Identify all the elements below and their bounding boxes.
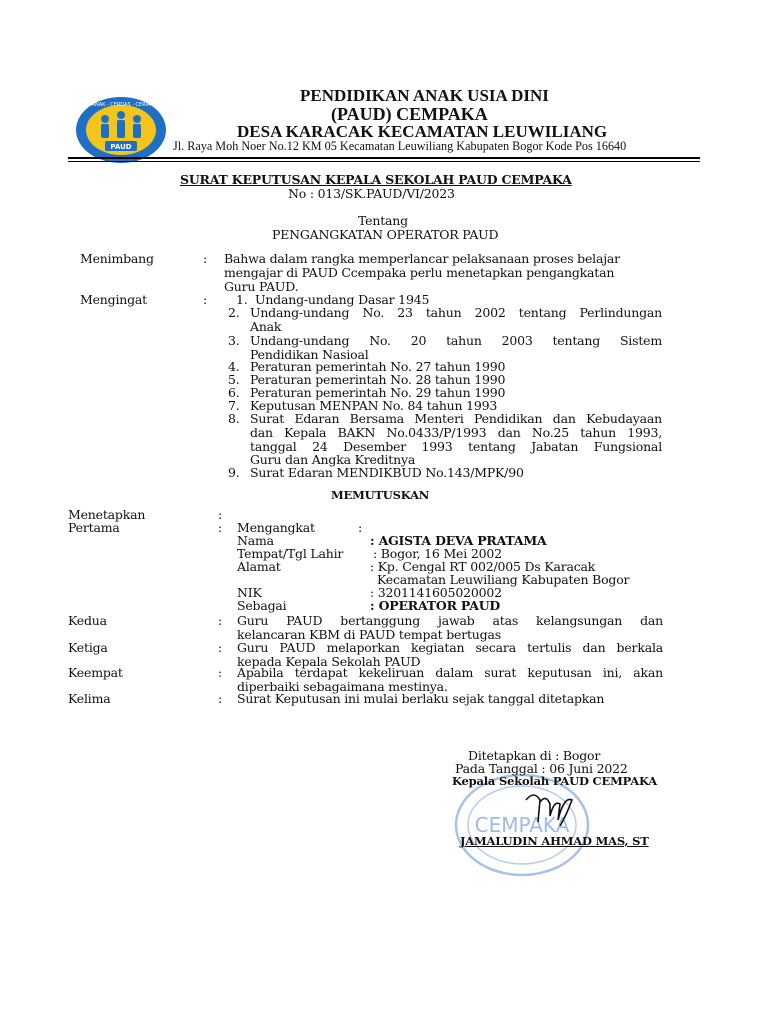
ketiga-colon: : [218,640,223,655]
stamp-text: CEMPAKA [474,813,570,837]
signature-name: JAMALUDIN AHMAD MAS, ST [460,834,649,848]
kedua-line1: Guru PAUD bertanggung jawab atas kelangsungan dan [237,613,663,628]
nik-label: NIK [237,585,262,600]
signature-place: Ditetapkan di : Bogor [468,748,601,763]
paud-logo [75,95,167,165]
alamat-label: Alamat [237,559,281,574]
alamat-value-line1: : Kp. Cengal RT 002/005 Ds Karacak [370,559,596,574]
header-line3: DESA KARACAK KECAMATAN LEUWILIANG [237,122,608,141]
decree-number: No : 013/SK.PAUD/VI/2023 [288,186,455,201]
ketiga-line1: Guru PAUD melaporkan kegiatan secara tertulis dan berkala [237,640,663,655]
decree-title: SURAT KEPUTUSAN KEPALA SEKOLAH PAUD CEMPAKA [180,172,572,187]
mengingat-num: 8. [228,411,240,426]
mengingat-text: Surat Edaran Bersama Menteri Pendidikan dan Kebudayaan [250,411,662,426]
signature-position: Kepala Sekolah PAUD CEMPAKA [452,774,657,788]
keempat-line1: Apabila terdapat kekeliruan dalam surat keputusan ini, akan [237,665,663,680]
decree-subject: PENGANGKATAN OPERATOR PAUD [272,227,499,242]
mengingat-label: Mengingat [80,292,147,307]
mengingat-text: tanggal 24 Desember 1993 tentang Jabatan Fungsional [250,439,662,454]
kelima-line1: Surat Keputusan ini mulai berlaku sejak tanggal ditetapkan [237,691,605,706]
ketiga-line2: kepada Kepala Sekolah PAUD [237,654,421,669]
nik-value: : 3201141605020002 [370,585,502,600]
pertama-label: Pertama [68,520,120,535]
ttl-label: Tempat/Tgl Lahir [237,546,344,561]
mengingat-num: 9. [228,465,240,480]
logo-motto-text: ANAK · CERDAS · CERIA [91,102,151,108]
menetapkan-colon: : [218,507,223,522]
pertama-intro-colon: : [358,520,363,535]
kelima-label: Kelima [68,691,111,706]
mengingat-text: Peraturan pemerintah No. 28 tahun 1990 [250,372,506,387]
mengingat-text: Undang-undang No. 23 tahun 2002 tentang Perlindungan [250,305,662,320]
mengingat-text: Guru dan Angka Kreditnya [250,452,416,467]
ketiga-label: Ketiga [68,640,108,655]
keempat-line2: diperbaiki sebagaimana mestinya. [237,679,448,694]
kedua-label: Kedua [68,613,107,628]
memutuskan-heading: MEMUTUSKAN [331,488,430,502]
mengingat-colon: : [203,292,208,307]
menimbang-line1: Bahwa dalam rangka memperlancar pelaksanaan proses belajar [224,251,620,266]
mengingat-text: Surat Edaran MENDIKBUD No.143/MPK/90 [250,465,524,480]
pertama-colon: : [218,520,223,535]
mengingat-text: Undang-undang No. 20 tahun 2003 tentang Sistem [250,333,662,348]
tentang-label: Tentang [358,213,408,228]
signature-date: Pada Tanggal : 06 Juni 2022 [455,761,628,776]
header-line1: PENDIDIKAN ANAK USIA DINI [300,86,549,105]
menimbang-label: Menimbang [80,251,154,266]
menetapkan-label: Menetapkan [68,507,146,522]
pertama-intro: Mengangkat [237,520,315,535]
alamat-value-line2: Kecamatan Leuwiliang Kabupaten Bogor [377,572,630,587]
menimbang-line2: mengajar di PAUD Ccempaka perlu menetapkan pengangkatan [224,265,615,280]
mengingat-num: 3. [228,333,240,348]
mengingat-text: Keputusan MENPAN No. 84 tahun 1993 [250,398,498,413]
sebagai-value: : OPERATOR PAUD [370,598,501,613]
mengingat-text: Undang-undang Dasar 1945 [255,292,430,307]
mengingat-num: 1. [236,292,248,307]
mengingat-text: dan Kepala BAKN No.0433/P/1993 dan No.25 tahun 1993, [250,425,662,440]
mengingat-text: Peraturan pemerintah No. 29 tahun 1990 [250,385,506,400]
menimbang-line3: Guru PAUD. [224,279,299,294]
keempat-colon: : [218,665,223,680]
mengingat-text: Anak [250,319,282,334]
header-line2: (PAUD) CEMPAKA [331,104,488,124]
kedua-line2: kelancaran KBM di PAUD tempat bertugas [237,627,501,642]
mengingat-num: 2. [228,305,240,320]
mengingat-num: 7. [228,398,240,413]
handwritten-signature [520,786,580,836]
menimbang-colon: : [203,251,208,266]
kelima-colon: : [218,691,223,706]
keempat-label: Keempat [68,665,123,680]
mengingat-num: 6. [228,385,240,400]
mengingat-text: Peraturan pemerintah No. 27 tahun 1990 [250,359,506,374]
mengingat-num: 4. [228,359,240,374]
nama-label: Nama [237,533,274,548]
header-address: Jl. Raya Moh Noer No.12 KM 05 Kecamatan Leuwiliang Kabupaten Bogor Kode Pos 16640 [173,139,627,153]
header-rule-thin [68,161,700,162]
mengingat-text: Pendidikan Nasioal [250,347,369,362]
sebagai-label: Sebagai [237,598,287,613]
header-rule-thick [68,157,700,159]
mengingat-num: 5. [228,372,240,387]
ttl-value: : Bogor, 16 Mei 2002 [373,546,502,561]
kedua-colon: : [218,613,223,628]
logo-paud-text: PAUD [110,143,132,151]
nama-value: : AGISTA DEVA PRATAMA [370,533,547,548]
